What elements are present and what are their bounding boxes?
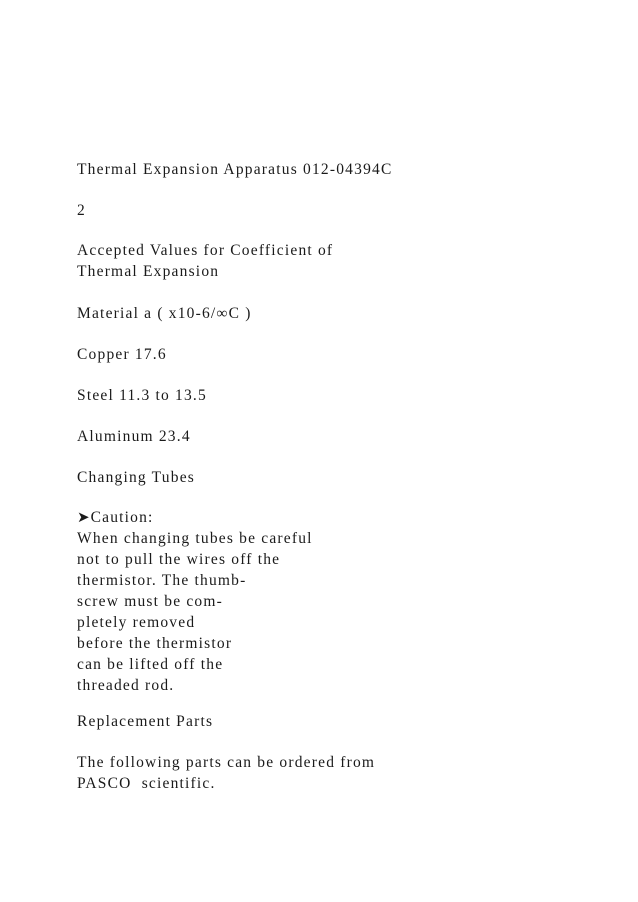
arrow-bullet-icon: ➤ [77, 508, 90, 526]
caution-line: not to pull the wires off the [77, 551, 281, 568]
material-aluminum: Aluminum 23.4 [77, 428, 191, 445]
replacement-parts-title: Replacement Parts [77, 713, 214, 730]
table-header: Material a ( x10-6/∞C ) [77, 305, 252, 322]
replacement-line: The following parts can be ordered from [77, 754, 376, 771]
caution-line: before the thermistor [77, 635, 233, 652]
caution-line: When changing tubes be careful [77, 530, 313, 547]
caution-line: screw must be com- [77, 593, 223, 610]
material-steel: Steel 11.3 to 13.5 [77, 387, 207, 404]
changing-tubes-title: Changing Tubes [77, 469, 196, 486]
caution-line: pletely removed [77, 614, 196, 631]
page-number: 2 [77, 202, 86, 219]
caution-line: can be lifted off the [77, 656, 224, 673]
material-copper: Copper 17.6 [77, 346, 167, 363]
caution-line: thermistor. The thumb- [77, 572, 247, 589]
replacement-line: PASCO scientific. [77, 775, 216, 792]
caution-label: Caution: [90, 509, 154, 526]
accepted-values-title-line-2: Thermal Expansion [77, 263, 220, 280]
document-header: Thermal Expansion Apparatus 012-04394C [77, 161, 393, 178]
caution-line: threaded rod. [77, 677, 175, 694]
caution-heading [77, 507, 154, 528]
accepted-values-title-line-1: Accepted Values for Coefficient of [77, 242, 334, 259]
